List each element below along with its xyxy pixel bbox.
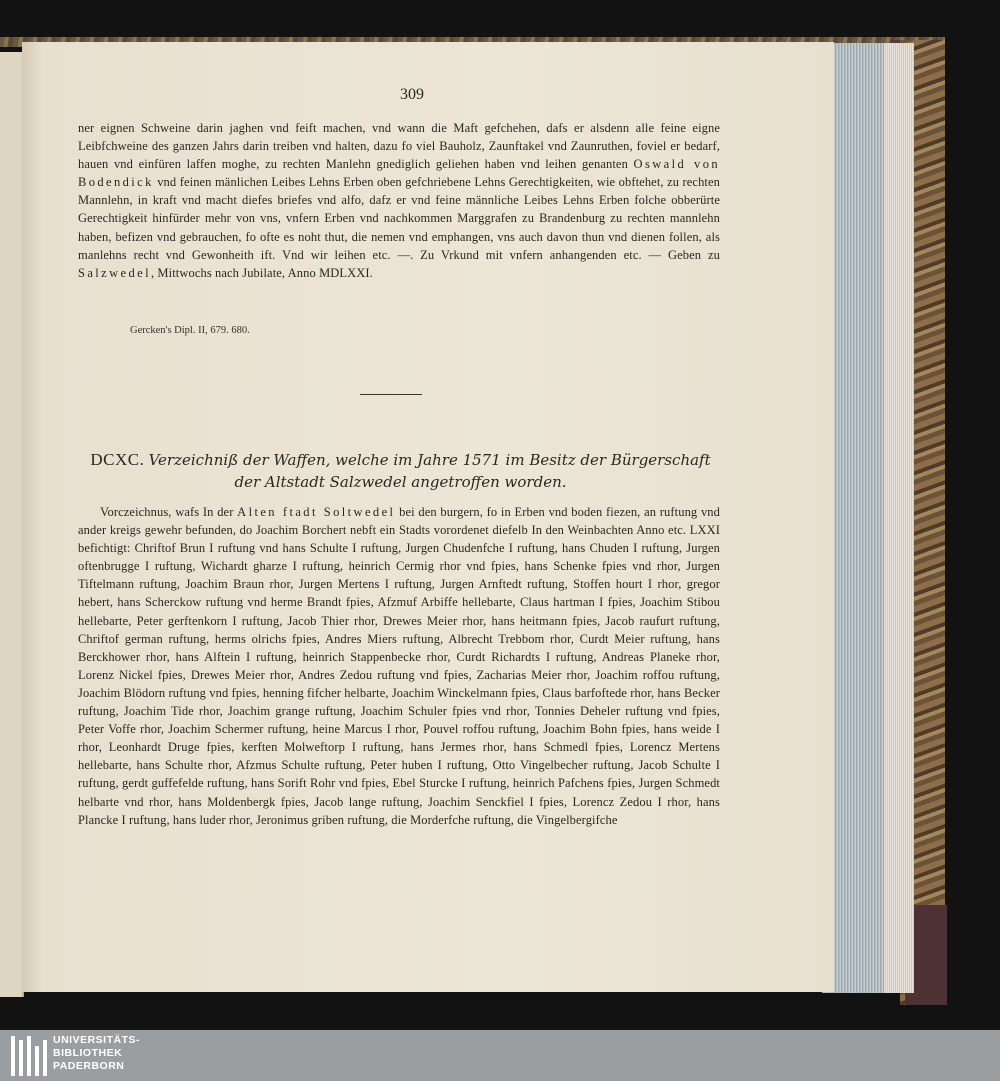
book-page [22, 42, 834, 992]
library-name [53, 1034, 140, 1073]
text-run: vnd feinen mänlichen Leibes Lehns Erben oben gefchriebene Lehns Gerechtigkeiten, wie obftehet, zu rechten Mannlehn, in kraft vnd macht diefes briefes vnd alfo, dafz er vnd feine männliche Leibes Lehns Erben folche obberürte Gerechtigkeit hinfürder mehr von vns, vnfern Erben vnd nachkommen Marggrafen zu Brandenburg zu rechten mannlehn haben, befizen vnd gebrauchen, fo ofte es noht thut, die nemen vnd emphangen, vns auch davon thun vnd dienen follen, als manlehns recht vnd Gewonheith ift. Vnd wir leihen etc. —. Zu Vrkund mit vnfern anhangenden etc. — Geben zu [78, 175, 720, 262]
section-divider [360, 394, 422, 395]
paragraph-inventory [78, 503, 720, 829]
spaced-place: Alten ftadt Soltwedel [237, 505, 396, 519]
library-name-line: PADERBORN [53, 1060, 125, 1072]
document-heading [78, 449, 723, 493]
text-run: , Mittwochs nach Jubilate, Anno MDLXXI. [150, 265, 373, 280]
paragraph-charter [78, 119, 720, 282]
library-logo-icon [11, 1036, 47, 1076]
spaced-name: Oswald von Bodendick [78, 157, 720, 190]
library-name-line: UNIVERSITÄTS- [53, 1034, 141, 1046]
source-citation: Gercken's Dipl. II, 679. 680. [130, 325, 250, 336]
text-run: Vorczeichnus, wafs In der [100, 505, 238, 519]
text-run: bei den burgern, fo in Erben vnd boden fiezen, an ruftung vnd ander kreigs gewehr befunden, do Joachim Borchert nebft ein Stadts vorordenet diefelb In den Weinbachten Anno etc. LXXI befichtigt: Chriftof Brun I ruftung vnd hans Schulte I ruftung, Jurgen Chudenfche I ruftung, hans Chuden I ruftung, Jurgen oftenbrugge I ruftung, Wichardt gharze I ruftung, heinrich Cermig rhor vnd fpies, hans Schenke fpies vnd rhor, Jurgen Tiftelmann ruftung, Joachim Braun rhor, Jurgen Mertens I ruftung, Jurgen Arnftedt ruftung, Stoffen hourt I rhor, gregor hebert, hans Scherckow ruftung vnd herme Brandt fpies, Afzmuf Arbiffe hellebarte, Claus hartman I fpies, Joachim Stibou hellebarte, Peter gerftenkorn I ruftung, Jacob Thier rhor, Drewes Meier rhor, hans heitmann fpies, Jacob raufurt ruftung, Chriftof german ruftung, herms olrichs fpies, Andres Miers ruftung, Albrecht Trebbom rhor, Curdt Meier ruftung, hans Berckhower rhor, hans Alftein I ruftung, heinrich Stappenbecke rhor, Curdt Richardts I ruftung, Andreas Planeke rhor, Lorenz Nickel fpies, Drewes Meier rhor, Andres Zedou ruftung vnd fpies, Zacharias Meier rhor, Joachim roffou ruftung, Joachim Blödorn ruftung vnd fpies, henning fifcher helbarte, Joachim Winckelmann fpies, Claus barfoftede rhor, hans Becker ruftung, Joachim Tide rhor, Joachim grange ruftung, Joachim Schuler fpies vnd rhor, Tonnies Deheler ruftung vnd fpies, Peter Voffe rhor, Joachim Schermer ruftung, heine Marcus I rhor, Pouvel roffou ruftung, Joachim Bohn fpies, hans weide I rhor, Leonhardt Druge fpies, kerften Molweftorp I ruftung, hans Jermes rhor, hans Schmedl fpies, Lorencz Mertens hellebarte, hans Schulte rhor, Afzmus Schulte ruftung, Peter huben I ruftung, Otto Vingelbecher ruftung, Jacob Schulte I ruftung, gerdt guffefelde ruftung, hans Sorift Rohr vnd fpies, Ebel Sturcke I ruftung, heinrich Pafchens fpies, Jurgen Schmedt helbarte vnd rhor, hans Moldenbergk fpies, Jacob lange ruftung, Joachim Senckfiel I fpies, Lorencz Zedou I rhor, hans Plancke I ruftung, hans luder rhor, Jeronimus griben ruftung, die Morderfche ruftung, die Vingelbergifche [78, 505, 720, 827]
text-run: ner eignen Schweine darin jaghen vnd feift machen, vnd wann die Maft gefchehen, dafs er alsdenn alle feine eigne Leibfchweine des ganzen Jahrs darin treiben vnd halten, dazu fo viel Bauholz, Zaunftakel vnd Zaunruthen, foviel er bedarf, hauen vnd einfüren laffen moghe, zu rechten Manlehn gnediglich geliehen haben vnd leihen genanten [78, 121, 720, 172]
page-number: 309 [400, 86, 424, 103]
library-footer-bar [0, 1030, 1000, 1081]
spaced-place: Salzwedel [78, 265, 151, 280]
left-page-edge [0, 52, 24, 997]
document-number: DCXC. [90, 450, 145, 469]
library-name-line: BIBLIOTHEK [53, 1047, 123, 1059]
document-title: Verzeichniß der Waffen, welche im Jahre 1571 im Besitz der Bürgerschaft der Altstadt Salzwedel angetroffen worden. [148, 451, 711, 491]
page-edges [822, 43, 914, 993]
